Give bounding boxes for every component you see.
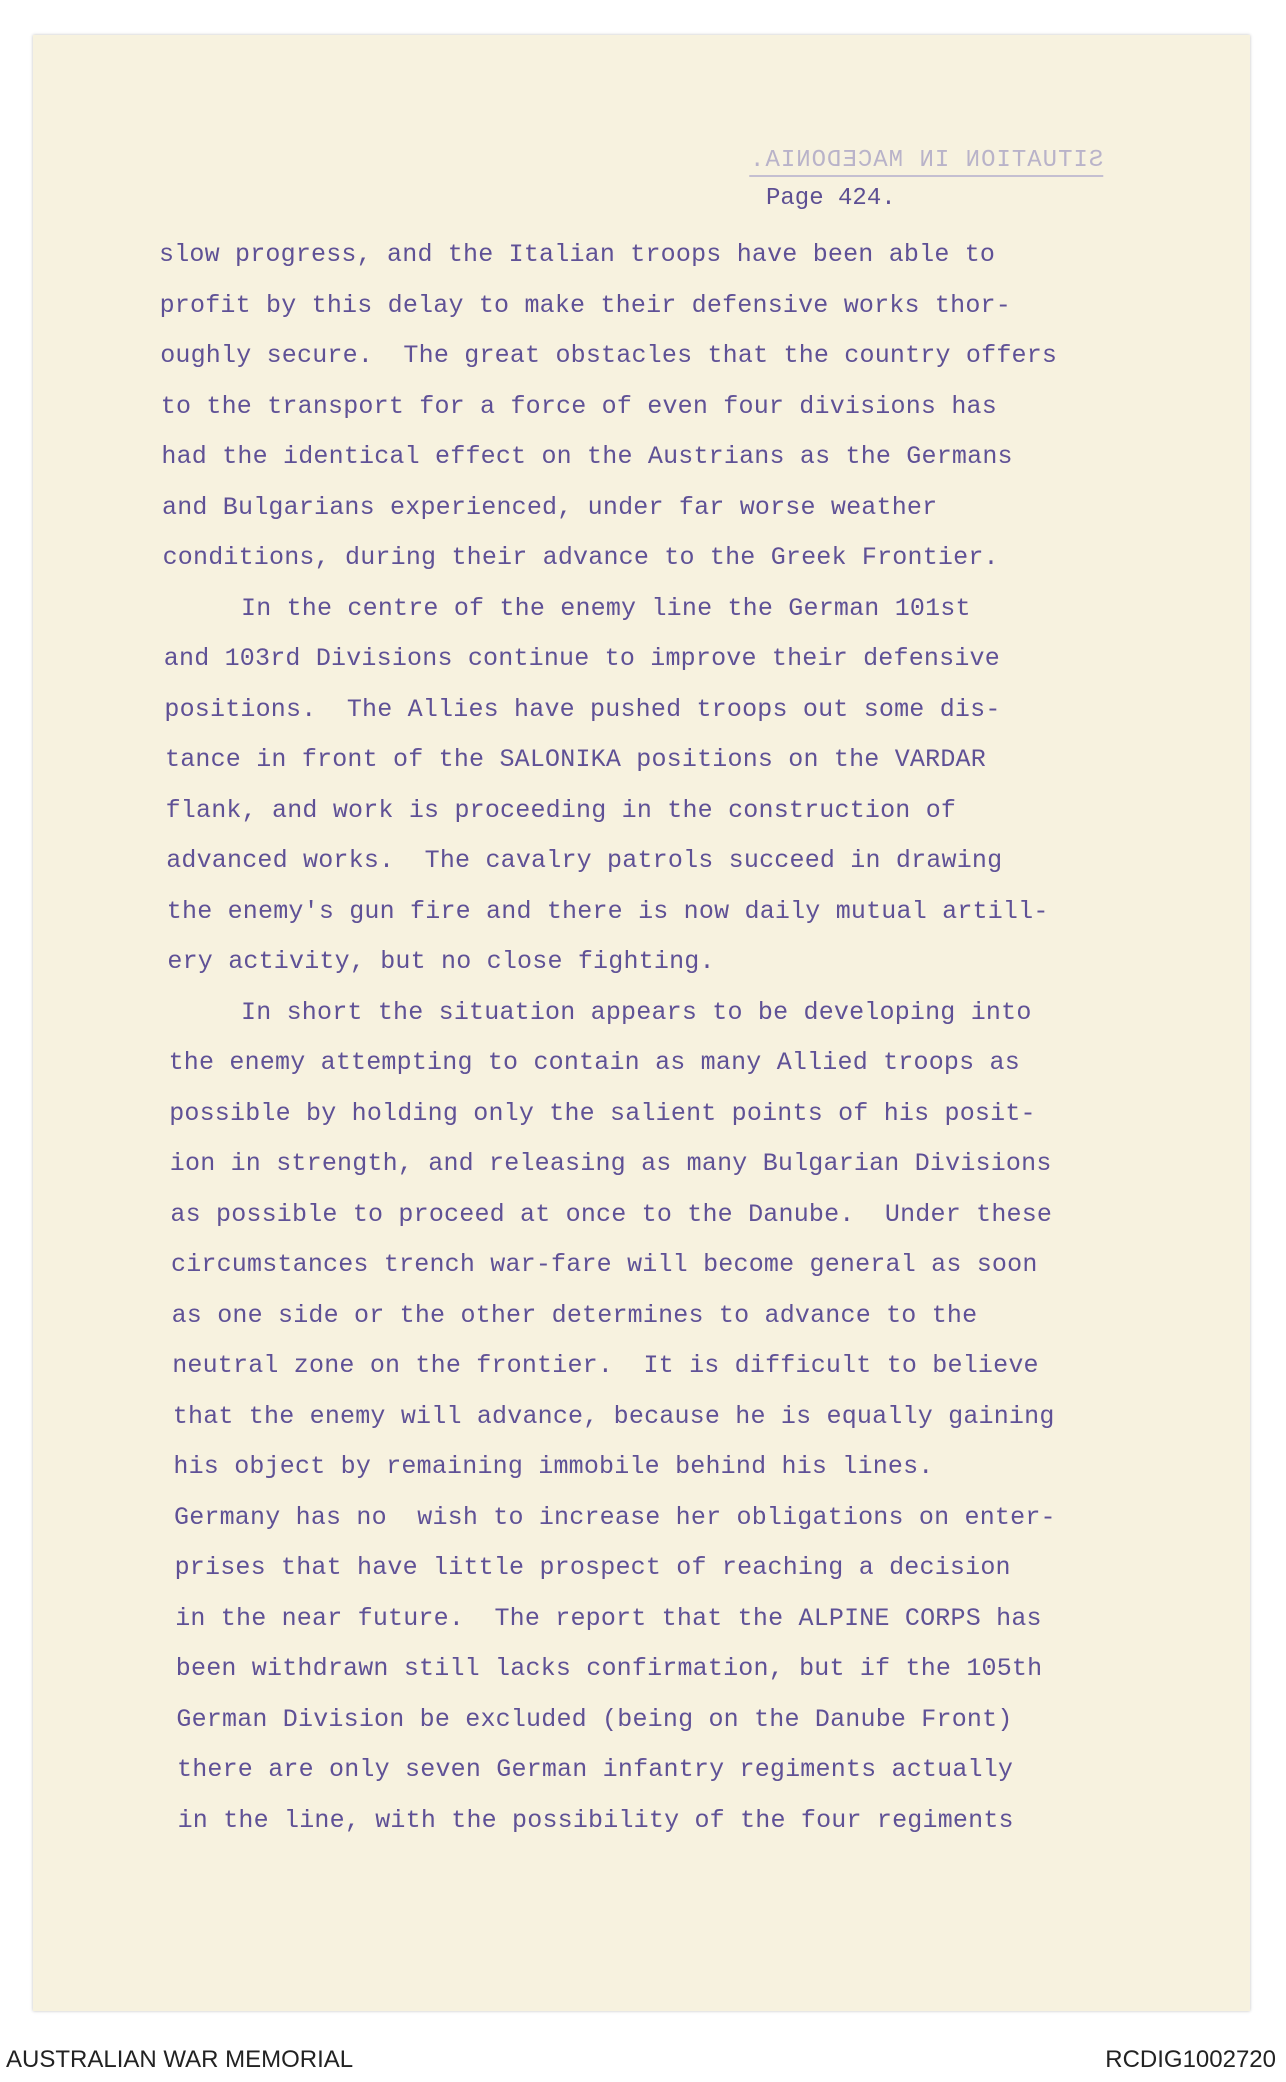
text-line: conditions, during their advance to the Greek Frontier. xyxy=(162,543,999,572)
text-line: his object by remaining immobile behind his lines. xyxy=(173,1452,934,1481)
text-line: circumstances trench war-fare will become general as soon xyxy=(171,1250,1038,1279)
text-line: as one side or the other determines to advance to the xyxy=(171,1300,978,1330)
text-line: possible by holding only the salient points of his posit- xyxy=(169,1098,1036,1128)
text-line: that the enemy will advance, because he is equally gaining xyxy=(172,1401,1055,1431)
text-line: and 103rd Divisions continue to improve their defensive xyxy=(163,644,1000,673)
text-line: positions. The Allies have pushed troops out some dis- xyxy=(164,694,1001,724)
text-line: neutral zone on the frontier. It is difficult to believe xyxy=(172,1351,1039,1380)
text-line: In short the situation appears to be developing into xyxy=(241,997,1032,1027)
text-line: in the line, with the possibility of the four regiments xyxy=(177,1805,1014,1835)
text-line: In the centre of the enemy line the German 101st xyxy=(241,593,971,623)
text-line: ion in strength, and releasing as many Bulgarian Divisions xyxy=(169,1149,1052,1178)
text-line: there are only seven German infantry regiments actually xyxy=(177,1755,1014,1784)
text-line: tance in front of the SALONIKA positions on the VARDAR xyxy=(165,745,986,774)
text-line: the enemy attempting to contain as many Allied troops as xyxy=(168,1048,1020,1077)
footer-institution: AUSTRALIAN WAR MEMORIAL xyxy=(6,2046,354,2073)
text-line: the enemy's gun fire and there is now daily mutual artill- xyxy=(166,896,1049,926)
text-line: as possible to proceed at once to the Danube. Under these xyxy=(170,1199,1053,1229)
text-line: prises that have little prospect of reaching a decision xyxy=(174,1553,1011,1582)
text-line: ery activity, but no close fighting. xyxy=(167,947,715,976)
text-line: been withdrawn still lacks confirmation, but if the 105th xyxy=(175,1654,1043,1683)
text-line: flank, and work is proceeding in the construction of xyxy=(165,795,957,825)
text-line: slow progress, and the Italian troops have been able to xyxy=(159,240,996,269)
text-line: Germany has no wish to increase her obligations on enter- xyxy=(174,1502,1056,1532)
text-line: profit by this delay to make their defensive works thor- xyxy=(159,290,1011,320)
footer-record-id: RCDIG1002720 xyxy=(1105,2046,1276,2073)
text-line: in the near future. The report that the ALPINE CORPS has xyxy=(175,1603,1042,1633)
bleed-through-heading: SITUATION IN MACEDONIA. xyxy=(749,147,1103,177)
text-line: advanced works. The cavalry patrols succeed in drawing xyxy=(166,846,1003,875)
text-line: oughly secure. The great obstacles that the country offers xyxy=(160,341,1058,370)
text-line: German Division be excluded (being on the Danube Front) xyxy=(176,1704,1013,1734)
text-line: and Bulgarians experienced, under far worse weather xyxy=(162,492,938,522)
document-page xyxy=(33,35,1250,2011)
text-line: to the transport for a force of even four divisions has xyxy=(160,391,997,421)
text-line: had the identical effect on the Austrians as the Germans xyxy=(161,442,1013,471)
page-number: Page 424. xyxy=(766,185,896,212)
